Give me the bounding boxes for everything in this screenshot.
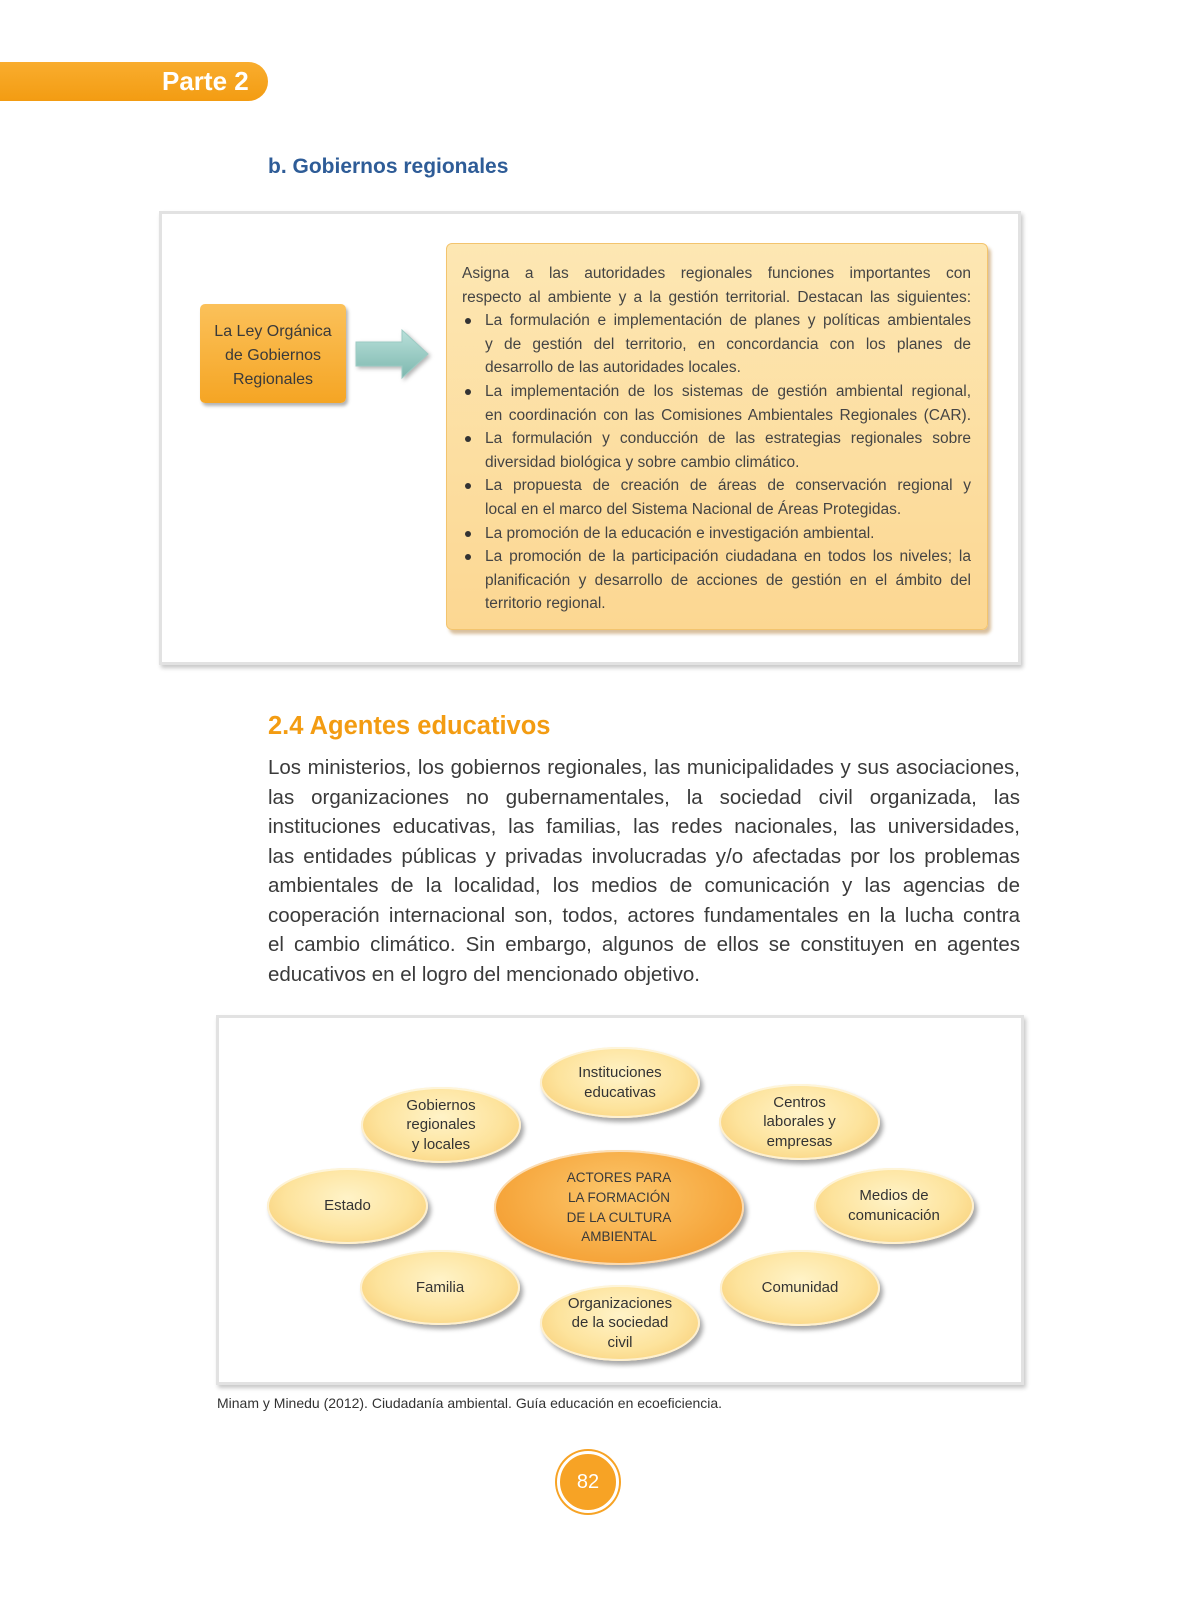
actor-oval-organizaciones — [540, 1285, 700, 1361]
actor-label-line: regionales — [406, 1116, 476, 1134]
paragraph-line: el cambio climático. Sin embargo, algunos de ellos se constituyen en agentes — [268, 933, 1020, 956]
actor-label-line: y locales — [411, 1135, 471, 1153]
law-box-line: Regionales — [232, 371, 314, 388]
bullet-line: en coordinación con las Comisiones Ambientales Regionales (CAR). — [485, 406, 971, 424]
part-tab — [0, 62, 268, 101]
actor-label-line: Estado — [324, 1197, 371, 1215]
law-box-line: de Gobiernos — [224, 347, 322, 364]
bullet-line: y de gestión del territorio, en concordancia con los planes de — [485, 335, 971, 353]
part-label: Parte 2 — [162, 66, 249, 96]
bullet-item — [485, 309, 971, 380]
paragraph-line: Los ministerios, los gobiernos regionales, las municipalidades y sus asociaciones, — [268, 756, 1020, 779]
actor-label-line: civil — [607, 1333, 633, 1351]
central-oval — [494, 1150, 744, 1265]
bullet-line: local en el marco del Sistema Nacional de Áreas Protegidas. — [485, 500, 902, 518]
actor-label-line: Organizaciones — [567, 1294, 673, 1312]
central-oval-line: LA FORMACIÓN — [567, 1189, 670, 1205]
bullet-icon — [465, 554, 471, 560]
bullet-icon — [465, 318, 471, 324]
source-caption: Minam y Minedu (2012). Ciudadanía ambiental. Guía educación en ecoeficiencia. — [217, 1395, 723, 1411]
functions-box — [446, 243, 988, 630]
section-heading-agentes-educativos: 2.4 Agentes educativos — [268, 712, 551, 740]
bullet-line: planificación y desarrollo de acciones de gestión en el ámbito del — [485, 571, 971, 589]
law-box-line: La Ley Orgánica — [214, 323, 332, 340]
actor-label-line: Comunidad — [761, 1279, 839, 1297]
paragraph-line: ambientales de la localidad, los medios de comunicación y las agencias de — [268, 874, 1020, 897]
actor-oval-medios — [814, 1168, 974, 1244]
actor-oval-estado — [267, 1168, 428, 1244]
bullet-item — [485, 522, 971, 546]
bullet-icon — [465, 483, 471, 489]
actor-oval-familia — [360, 1250, 520, 1325]
actor-label-line: Centros — [773, 1093, 826, 1111]
central-oval-line: AMBIENTAL — [581, 1229, 657, 1245]
bullet-icon — [465, 436, 471, 442]
actor-label-line: Medios de — [859, 1187, 929, 1205]
actor-oval-instituciones-educativas — [540, 1047, 700, 1118]
actor-label-line: empresas — [766, 1132, 833, 1150]
central-oval-line: ACTORES PARA — [566, 1170, 672, 1186]
arrow-right-icon — [354, 328, 430, 380]
body-paragraph — [268, 753, 1020, 989]
bullet-line: La propuesta de creación de áreas de conservación regional y — [485, 477, 971, 495]
paragraph-line: cooperación internacional son, todos, actores fundamentales en la lucha contra — [268, 903, 1020, 927]
bullet-line: La formulación y conducción de las estrategias regionales sobre — [485, 430, 971, 448]
bullet-line: La formulación e implementación de planes y políticas ambientales — [485, 312, 971, 330]
bullet-line: diversidad biológica y sobre cambio climático. — [485, 453, 800, 471]
bullet-line: La implementación de los sistemas de gestión ambiental regional, — [485, 382, 971, 400]
bullet-item — [485, 427, 971, 474]
page-number: 82 — [557, 1451, 619, 1513]
central-oval-line: DE LA CULTURA — [566, 1209, 672, 1225]
bullet-item — [485, 545, 971, 616]
actor-label-line: Gobiernos — [406, 1096, 476, 1114]
actor-oval-centros-laborales — [719, 1084, 880, 1160]
bullet-line: La promoción de la educación e investigación ambiental. — [485, 524, 875, 542]
actor-label-line: laborales y — [763, 1113, 836, 1131]
paragraph-line: instituciones educativas, las familias, las redes nacionales, las universidades, — [268, 815, 1020, 838]
actor-label-line: comunicación — [848, 1207, 940, 1224]
actor-label-line: educativas — [584, 1083, 656, 1101]
paragraph-line: las organizaciones no gubernamentales, la sociedad civil organizada, las — [268, 785, 1020, 809]
bullet-line: territorio regional. — [485, 595, 606, 613]
actor-label-line: Familia — [415, 1278, 465, 1296]
bullet-icon — [465, 389, 471, 395]
bullet-icon — [465, 531, 471, 537]
actor-oval-comunidad — [720, 1250, 880, 1326]
actor-label-line: de la sociedad — [571, 1314, 669, 1332]
intro-line: respecto al ambiente y a la gestión territorial. Destacan las siguientes: — [462, 288, 971, 306]
actor-label-line: Instituciones — [578, 1063, 662, 1081]
law-box — [200, 304, 346, 403]
actor-oval-gobiernos — [361, 1087, 521, 1163]
bullet-item — [485, 380, 971, 427]
section-heading-gobiernos-regionales: b. Gobiernos regionales — [268, 155, 509, 178]
bullet-item — [485, 474, 971, 521]
intro-line: Asigna a las autoridades regionales funciones importantes con — [462, 265, 971, 282]
paragraph-line: educativos en el logro del mencionado objetivo. — [268, 962, 700, 986]
bullet-line: La promoción de la participación ciudadana en todos los niveles; la — [485, 548, 971, 566]
paragraph-line: las entidades públicas y privadas involucradas y/o afectadas por los problemas — [268, 844, 1020, 868]
bullet-line: desarrollo de las autoridades locales. — [485, 359, 741, 377]
